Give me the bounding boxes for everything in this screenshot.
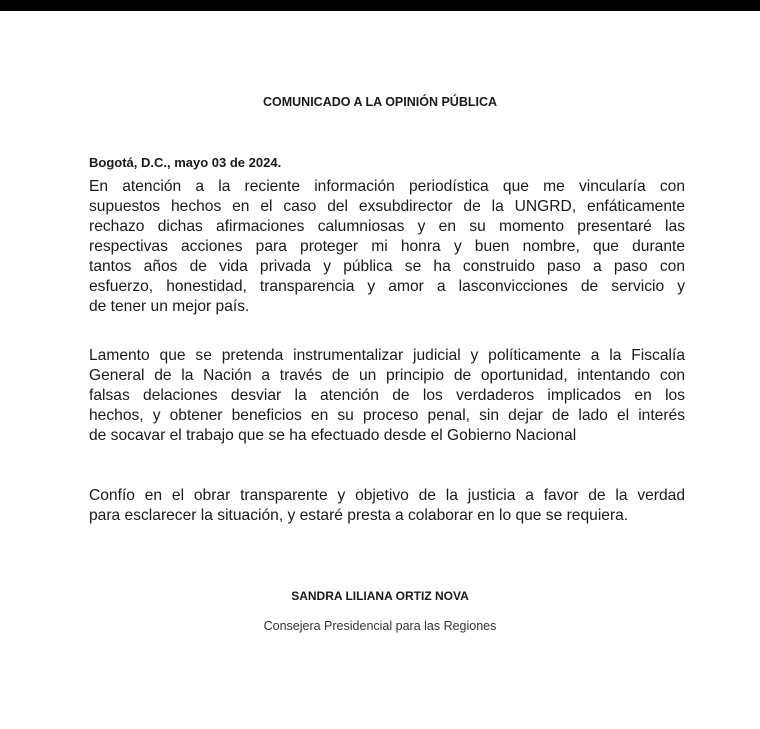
paragraph-line: hechos, y obtener beneficios en su proceso penal, sin dejar de lado el interés bbox=[89, 407, 685, 424]
paragraph-line: En atención a la reciente información periodística que me vincularía con bbox=[89, 178, 685, 195]
paragraph-line: esfuerzo, honestidad, transparencia y amor a lasconvicciones de servicio y bbox=[89, 278, 685, 295]
paragraph-line: General de la Nación a través de un principio de oportunidad, intentando con bbox=[89, 367, 685, 384]
top-black-bar bbox=[0, 0, 760, 11]
date-line: Bogotá, D.C., mayo 03 de 2024. bbox=[89, 155, 282, 170]
paragraph-line: Lamento que se pretenda instrumentalizar judicial y políticamente a la Fiscalía bbox=[89, 347, 685, 364]
signatory-role: Consejera Presidencial para las Regiones bbox=[263, 619, 497, 633]
paragraph-line: para esclarecer la situación, y estaré presta a colaborar en lo que se requiera. bbox=[89, 507, 629, 524]
paragraph-1 bbox=[89, 177, 685, 317]
paragraph-line: supuestos hechos en el caso del exsubdirector de la UNGRD, enfáticamente bbox=[89, 198, 685, 215]
paragraph-line: de socavar el trabajo que se ha efectuado desde el Gobierno Nacional bbox=[89, 427, 577, 444]
paragraph-line: respectivas acciones para proteger mi honra y buen nombre, que durante bbox=[89, 238, 685, 255]
paragraph-3 bbox=[89, 486, 685, 526]
paragraph-line: tantos años de vida privada y pública se ha construido paso a paso con bbox=[89, 258, 685, 275]
paragraph-line: rechazo dichas afirmaciones calumniosas y en su momento presentaré las bbox=[89, 218, 685, 235]
paragraph-line: de tener un mejor país. bbox=[89, 298, 250, 315]
paragraph-line: falsas delaciones desviar la atención de los verdaderos implicados en los bbox=[89, 387, 685, 404]
document-title: COMUNICADO A LA OPINIÓN PÚBLICA bbox=[262, 95, 498, 109]
paragraph-2 bbox=[89, 346, 685, 446]
paragraph-line: Confío en el obrar transparente y objetivo de la justicia a favor de la verdad bbox=[89, 487, 685, 504]
signatory-name: SANDRA LILIANA ORTIZ NOVA bbox=[291, 589, 469, 603]
